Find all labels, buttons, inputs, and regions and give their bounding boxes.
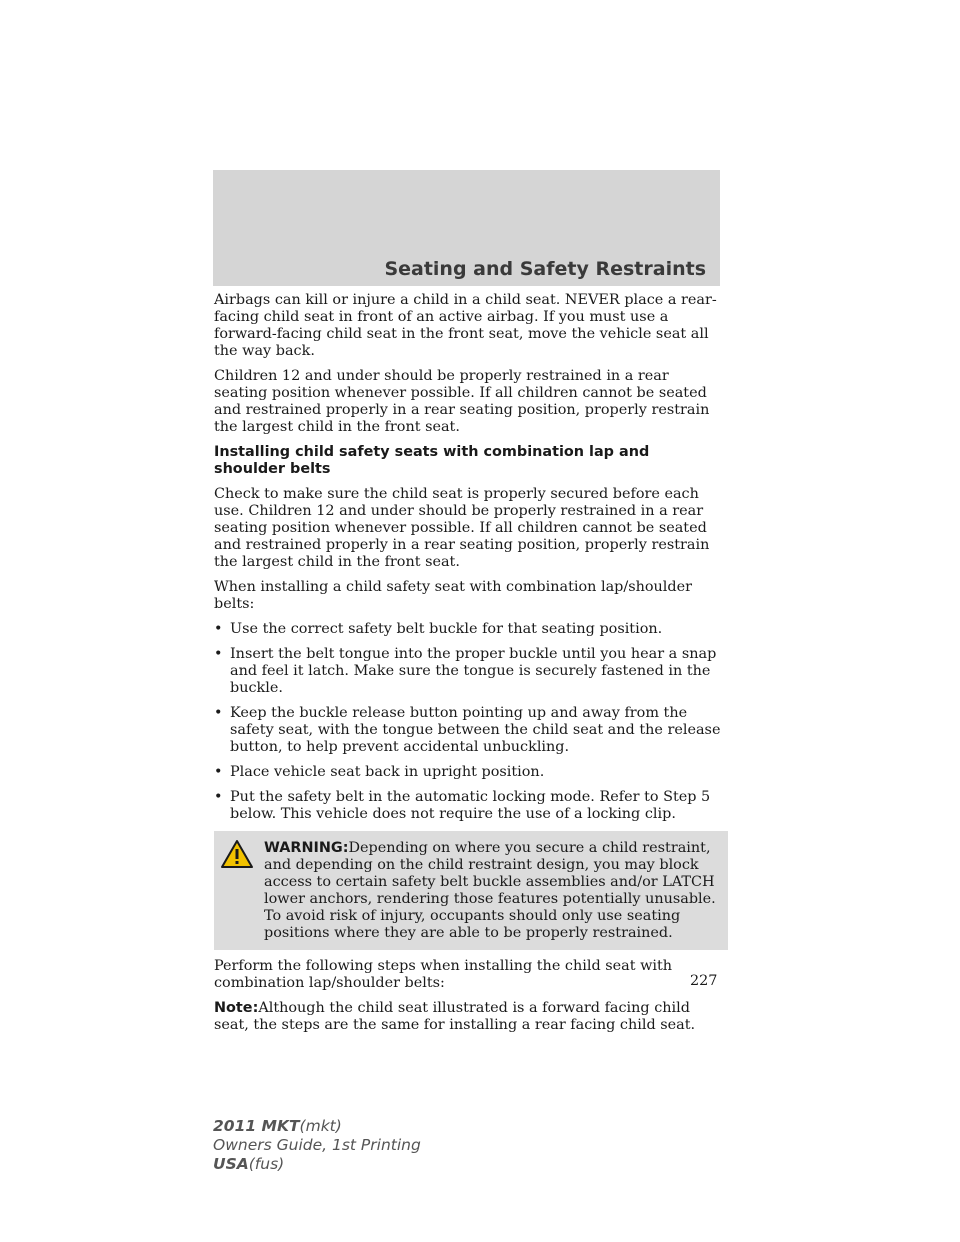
footer-line-3 [213, 1155, 421, 1174]
list-item [214, 646, 724, 697]
list-item [214, 621, 724, 638]
airbag-warning-paragraph: Airbags can kill or injure a child in a child seat. NEVER place a rear-facing child seat in front of an active airbag. If you must use a forward-facing child seat in the front seat, move the vehicle seat all the way back. [214, 292, 717, 359]
footer-region: USA [213, 1155, 249, 1173]
note-label: Note: [214, 1000, 259, 1016]
bullet-marker: • [214, 621, 223, 637]
page-number: 227 [690, 973, 718, 989]
warning-text: Depending on where you secure a child restraint, and depending on the child restraint design, you may block access to certain safety belt buckle assemblies and/or LATCH lower anchors, rendering those features potentially unusable. To avoid risk of injury, occupants should only use seating positions where they are able to be properly restrained. [264, 840, 716, 941]
children-paragraph: Children 12 and under should be properly restrained in a rear seating position whenever possible. If all children cannot be seated and restrained properly in a rear seating position, properly restrain the largest child in the front seat. [214, 368, 710, 435]
list-item-text: Put the safety belt in the automatic locking mode. Refer to Step 5 below. This vehicle does not require the use of a locking clip. [230, 789, 711, 822]
bullet-marker: • [214, 705, 223, 721]
when-installing-paragraph: When installing a child safety seat with combination lap/shoulder belts: [214, 579, 693, 612]
note-paragraph [214, 1000, 724, 1034]
footer-line-1 [213, 1117, 421, 1136]
warning-text-block [216, 840, 722, 942]
note-text: Although the child seat illustrated is a forward facing child seat, the steps are the same for installing a rear facing child seat. [214, 1000, 696, 1033]
check-secured-paragraph: Check to make sure the child seat is properly secured before each use. Children 12 and under should be properly restrained in a rear seating position whenever possible. If all children cannot be seated and restrained properly in a rear seating position, properly restrain the largest child in the front seat. [214, 486, 710, 570]
list-item-text: Keep the buckle release button pointing up and away from the safety seat, with the tongue between the child seat and the release button, to help prevent accidental unbuckling. [230, 705, 721, 755]
list-item-text: Insert the belt tongue into the proper buckle until you hear a snap and feel it latch. Make sure the tongue is securely fastened in the buckle. [230, 646, 717, 696]
list-item-text: Place vehicle seat back in upright position. [230, 764, 545, 780]
warning-triangle-icon [220, 839, 254, 869]
footer-model-code: (mkt) [299, 1117, 342, 1135]
page-content [214, 292, 724, 1042]
list-item-text: Use the correct safety belt buckle for that seating position. [230, 621, 663, 637]
footer-model: 2011 MKT [213, 1117, 300, 1135]
bullet-marker: • [214, 789, 223, 805]
section-header-band [213, 170, 720, 286]
footer-printing-info [213, 1117, 421, 1174]
footer-line-2: Owners Guide, 1st Printing [213, 1136, 421, 1154]
list-item [214, 764, 724, 781]
installing-heading: Installing child safety seats with combination lap and shoulder belts [214, 444, 650, 477]
warning-box [214, 831, 728, 950]
perform-steps-paragraph: Perform the following steps when installing the child seat with combination lap/shoulder belts: [214, 958, 673, 991]
bullet-marker: • [214, 764, 223, 780]
list-item [214, 789, 724, 823]
installation-bullet-list [214, 621, 724, 823]
section-title: Seating and Safety Restraints [384, 258, 706, 280]
warning-label: WARNING: [264, 840, 349, 856]
list-item [214, 705, 724, 756]
bullet-marker: • [214, 646, 223, 662]
footer-region-code: (fus) [248, 1155, 285, 1173]
